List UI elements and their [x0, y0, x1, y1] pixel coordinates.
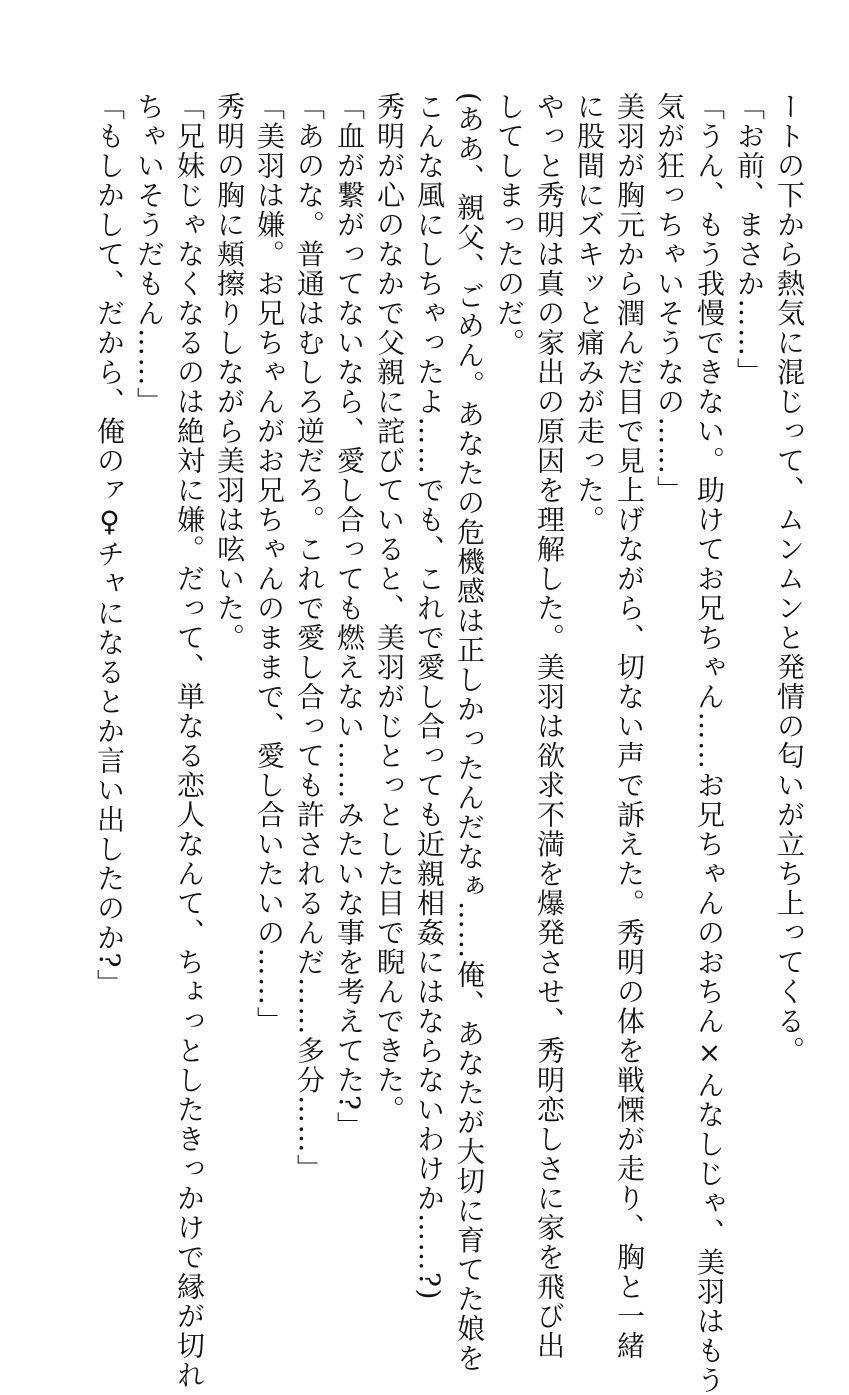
- text-line: 「うん、もう我慢できない。助けてお兄ちゃん……お兄ちゃんのおちん×んなしじゃ、美羽はもう: [693, 92, 726, 1395]
- text-line: こんな風にしちゃったよ……でも、これで愛し合っても近親相姦にはならないわけか……?): [413, 92, 446, 1301]
- text-line: 「お前、まさか……」: [733, 92, 766, 387]
- text-line: してしまったのだ。: [493, 92, 526, 358]
- text-line: 気が狂っちゃいそうなの……」: [653, 92, 686, 505]
- text-line: やっと秀明は真の家出の原因を理解した。美羽は欲求不満を爆発させ、秀明恋しさに家を飛び出: [533, 92, 566, 1361]
- text-line: 秀明の胸に頬擦りしながら美羽は呟いた。: [213, 92, 246, 653]
- text-line: 秀明が心のなかで父親に詫びていると、美羽がじとっとした目で睨んできた。: [373, 92, 406, 1125]
- text-line: ートの下から熱気に混じって、ムンムンと発情の匂いが立ち上ってくる。: [773, 92, 806, 1066]
- text-line: に股間にズキッと痛みが走った。: [573, 92, 606, 535]
- text-line: 「もしかして、だから、俺のァ♀チャになるとか言い出したのか?」: [93, 92, 126, 999]
- text-line: 美羽が胸元から潤んだ目で見上げながら、切ない声で訴えた。秀明の体を戦慄が走り、胸と一緒: [613, 92, 646, 1361]
- text-line: 「兄妹じゃなくなるのは絶対に嫌。だって、単なる恋人なんて、ちょっとしたきっかけで縁が切れ: [173, 92, 206, 1390]
- vertical-text-body: [89, 92, 809, 1395]
- text-line: 「美羽は嫌。お兄ちゃんがお兄ちゃんのままで、愛し合いたいの……」: [253, 92, 286, 1036]
- text-line: (ああ、親父、ごめん。あなたの危機感は正しかったんだなぁ……俺、あなたが大切に育てた娘を: [453, 92, 486, 1373]
- text-line: 「血が繋がってないなら、愛し合っても燃えない……みたいな事を考えてた?」: [333, 92, 366, 1142]
- text-line: 「あのな。普通はむしろ逆だろ。これで愛し合っても許されるんだ……多分……」: [293, 92, 326, 1184]
- text-line: ちゃいそうだもん……」: [133, 92, 166, 417]
